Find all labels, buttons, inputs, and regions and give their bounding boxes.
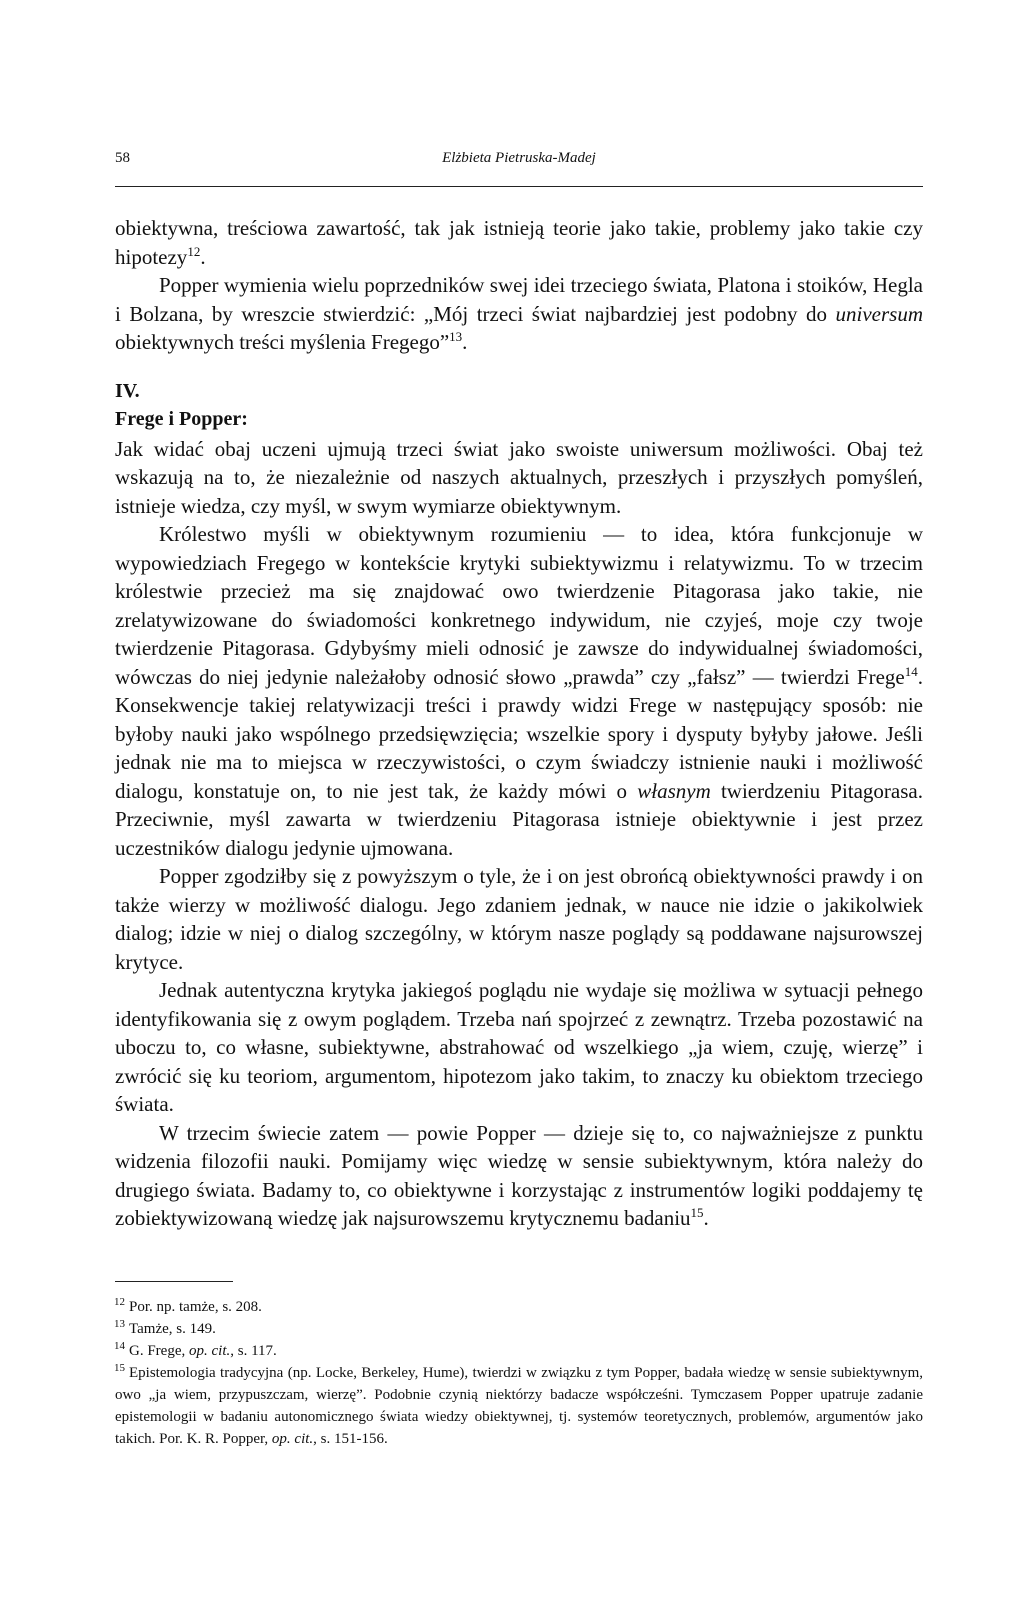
text-run: . Konsekwencje takiej relatywizacji treści i prawdy widzi Frege w następujący sposób: nie byłoby nauki jako wspólnego przedsięwzięcia; wszelkie spory i dysputy byłyby jałowe. Jeśli jednak nie ma to miejsca w rzeczywistości, o czym świadczy istnienie nauki i możliwość dialogu, konstatuje on, to nie jest tak, że każdy mówi o (115, 664, 923, 803)
text-run: obiektywna, treściowa zawartość, tak jak istnieją teorie jako takie, problemy jako takie czy hipotezy (115, 216, 923, 269)
footnote-text: Epistemologia tradycyjna (np. Locke, Berkeley, Hume), twierdzi w związku z tym Popper, badała wiedzę w sensie subiektywnym, owo „ja wiem, przypuszczam, wierzę”. Podobnie czynią niektórzy badacze współcześni. Tymczasem Popper upatruje zadanie epistemologii w badaniu autonomicznego świata wiedzy obiektywnej, tj. systemów teoretycznych, problemów, argumentów jako takich. Por. K. R. Popper, (115, 1365, 923, 1447)
text-run: . (200, 244, 206, 269)
section-number: IV. (115, 379, 140, 402)
footnote-text: , s. 117. (230, 1343, 277, 1359)
footnote-ref-13: 13 (449, 329, 463, 344)
text-run: . (462, 330, 468, 354)
footnote-text: , s. 151-156. (313, 1431, 388, 1447)
footnote-15 (115, 1362, 923, 1450)
section-title: Frege i Popper: (115, 407, 248, 430)
text-run: obiektywnych treści myślenia Fregego” (115, 330, 450, 354)
footnote-12 (115, 1296, 923, 1318)
paragraph-3: Jak widać obaj uczeni ujmują trzeci świat jako swoiste uniwersum możliwości. Obaj też wskazują na to, że niezależnie od naszych aktualnych, przeszłych i przyszłych pomyśleń, istnieje wiedza, czy myśl, w swym wymiarze obiektywnym. (115, 436, 923, 518)
footnote-number: 12 (114, 1296, 125, 1308)
footnote-ref-14: 14 (904, 663, 918, 679)
italic-term: universum (835, 301, 923, 326)
footnote-number: 15 (114, 1362, 125, 1374)
page-number: 58 (115, 150, 130, 166)
text-run: Królestwo myśli w obiektywnym rozumieniu — to idea, która funkcjonuje w wypowiedziach Fregego w kontekście krytyki subiektywizmu i relatywizmu. To w trzecim królestwie przecież ma się znajdować owo twierdzenie Pitagorasa jako takie, nie zrelatywizowane do świadomości konkretnego indywidum, nie czyjeś, moje czy twoje twierdzenie Pitagorasa. Gdybyśmy mieli odnosić je zawsze do indywidualnej świadomości, wówczas do niej jedynie należałoby odnosić słowo „prawda” czy „fałsz” — twierdzi Frege (115, 522, 923, 689)
footnote-text: G. Frege, (129, 1343, 189, 1359)
footnote-13 (115, 1318, 923, 1340)
paragraph-7 (115, 1119, 923, 1233)
paragraph-1 (115, 214, 923, 271)
footnote-text: Por. np. tamże, s. 208. (129, 1299, 262, 1315)
footnotes (115, 1296, 923, 1450)
footnote-rule (115, 1281, 233, 1282)
footnote-text: Tamże, s. 149. (129, 1321, 216, 1337)
footnote-number: 14 (114, 1340, 125, 1352)
footnote-italic: op. cit. (271, 1431, 314, 1447)
text-run: Popper wymienia wielu poprzedników swej idei trzeciego świata, Platona i stoików, Hegla i Bolzana, by wreszcie stwierdzić: „Mój trzeci świat najbardziej jest podobny do (115, 273, 923, 326)
text-run: twierdzeniu Pitagorasa. Przeciwnie, myśl zawarta w twierdzeniu Pitagorasa istnieje obiektywnie i jest przez uczestników dialogu jedynie ujmowana. (115, 778, 923, 860)
section-heading (115, 377, 923, 433)
paragraph-4 (115, 520, 923, 862)
footnote-ref-12: 12 (187, 243, 201, 259)
footnote-italic: op. cit. (189, 1343, 231, 1359)
text-run: . (703, 1206, 709, 1230)
footnote-ref-15: 15 (690, 1205, 704, 1220)
running-head-author: Elżbieta Pietruska-Madej (442, 150, 596, 166)
main-text (115, 214, 923, 1233)
italic-term: własnym (637, 778, 711, 803)
header-rule (115, 186, 923, 187)
paragraph-2 (115, 271, 923, 357)
footnote-number: 13 (114, 1318, 125, 1330)
text-run: W trzecim świecie zatem — powie Popper — dzieje się to, co najważniejsze z punktu widzenia filozofii nauki. Pomijamy więc wiedzę w sensie subiektywnym, która należy do drugiego świata. Badamy to, co obiektywne i korzystając z instrumentów logiki poddajemy tę zobiektywizowaną wiedzę jak najsurowszemu krytycznemu badaniu (115, 1120, 923, 1230)
running-header (115, 150, 923, 172)
footnote-14 (115, 1340, 923, 1362)
paragraph-6: Jednak autentyczna krytyka jakiegoś poglądu nie wydaje się możliwa w sytuacji pełnego identyfikowania się z owym poglądem. Trzeba nań spojrzeć z zewnątrz. Trzeba pozostawić na uboczu to, co własne, subiektywne, abstrahować od wszelkiego „ja wiem, czuję, wierzę” i zwrócić się ku teoriom, argumentom, hipotezom jako takim, to znaczy ku obiektom trzeciego świata. (115, 978, 923, 1116)
paragraph-5: Popper zgodziłby się z powyższym o tyle, że i on jest obrońcą obiektywności prawdy i on także wierzy w możliwość dialogu. Jego zdaniem jednak, w nauce nie idzie o jakikolwiek dialog; idzie w niej o dialog szczególny, w którym nasze poglądy są poddawane najsurowszej krytyce. (115, 864, 923, 974)
